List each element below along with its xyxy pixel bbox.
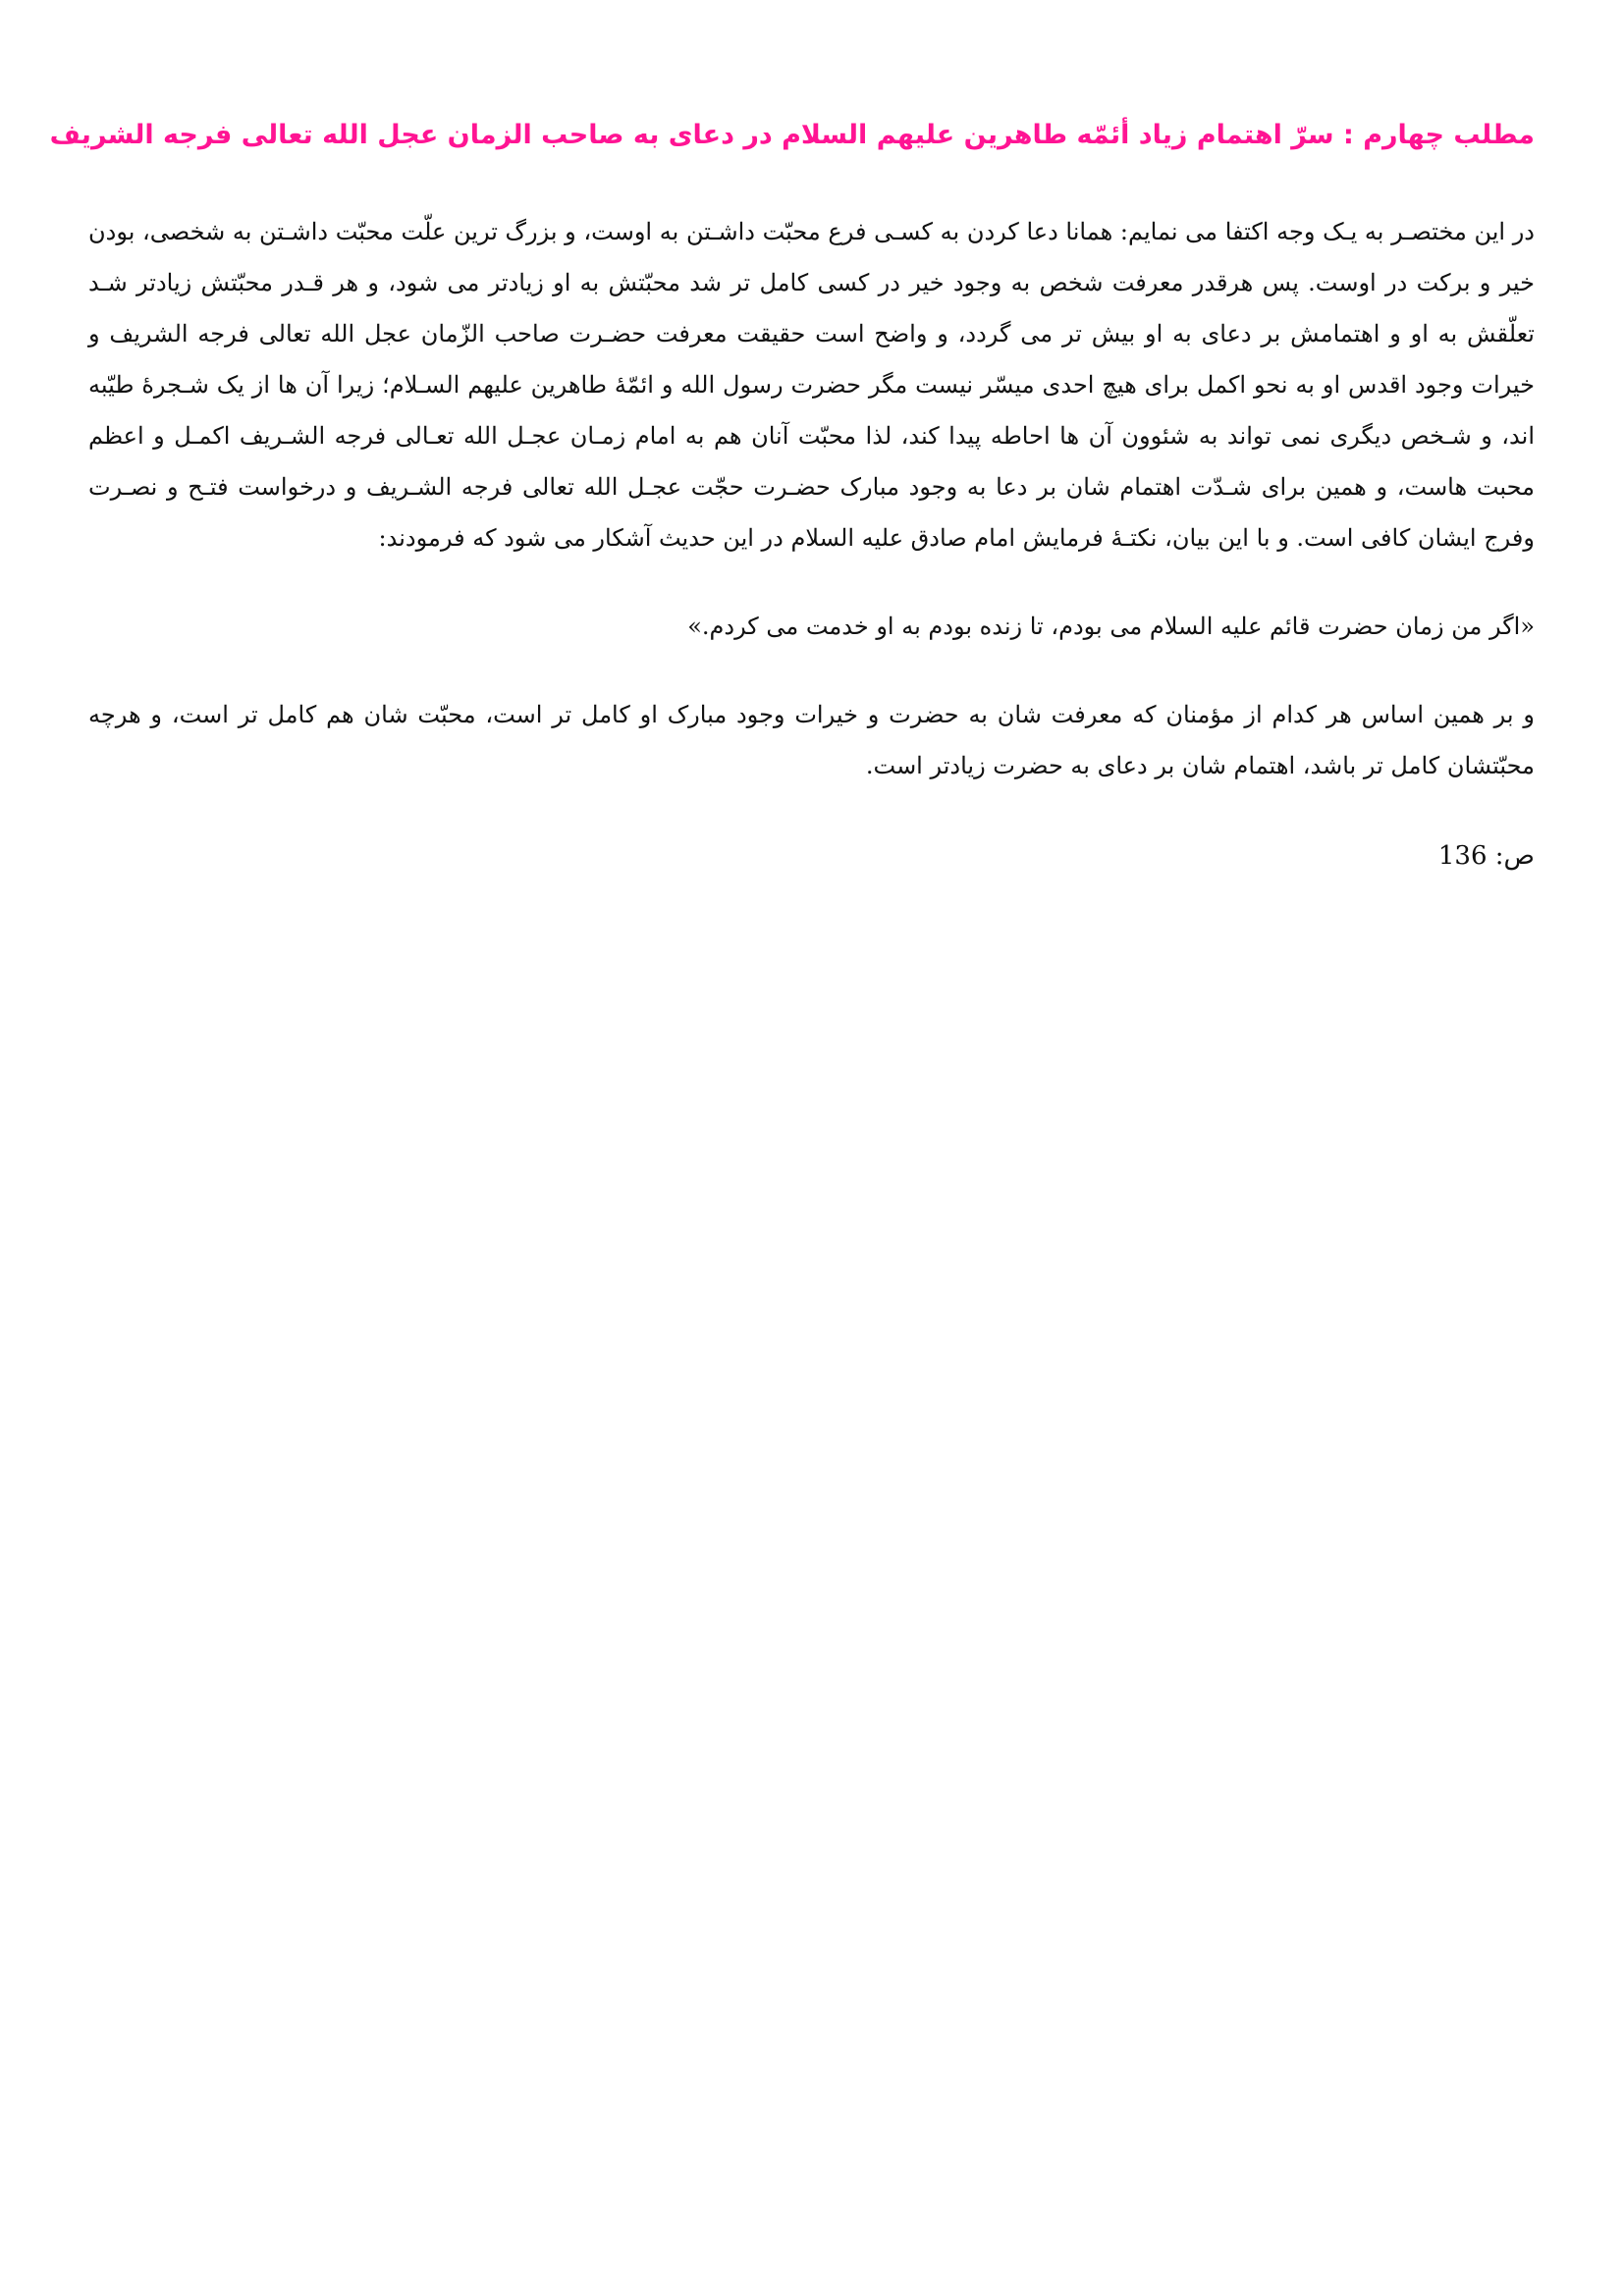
body-paragraph-2: و بر همین اساس هر کدام از مؤمنان که معرفت شان به حضرت و خیرات وجود مبارک او کامل تر است، محبّت شان هم کامل تر است، و هرچه محبّتشان کامل تر باشد، اهتمام شان بر دعای به حضرت زیادتر است.	[88, 701, 1535, 779]
hadith-quote: «اگر من زمان حضرت قائم علیه السلام می بودم، تا زنده بودم به او خدمت می کردم.»	[687, 613, 1535, 640]
page-number: ص: 136	[1437, 841, 1535, 871]
body-paragraph-1: در این مختصـر به یـک وجه اکتفا می نمایم: همانا دعا کردن به کسـی فرع محبّت داشـتن به اوست، و بزرگ ترین علّت محبّت داشـتن به شخصی، بودن خیر و برکت در اوست. پس هرقدر معرفت شخص به وجود خیر در کسی کامل تر شد محبّتش به او زیادتر می شود، و هر قـدر محبّتش زیادتر شـد تعلّقش به او و اهتمامش بر دعای به او بیش تر می گردد، و واضح است حقیقت معرفت حضـرت صاحب الزّمان عجل الله تعالی فرجه الشریف و خیرات وجود اقدس او به نحو اکمل برای هیچ احدی میسّر نیست مگر حضرت رسول الله و ائمّهٔ طاهرین علیهم السـلام؛ زیرا آن ها از یک شـجرهٔ طیّبه اند، و شـخص دیگری نمی تواند به شئوون آن ها احاطه پیدا کند، لذا محبّت آنان هم به امام زمـان عجـل الله تعـالی فرجه الشـریف اکمـل و اعظم محبت هاست، و همین برای شـدّت اهتمام شان بر دعا به وجود مبارک حضـرت حجّت عجـل الله تعالی فرجه الشـریف و درخواست فتـح و نصـرت وفرج ایشان کافی است. و با این بیان، نکتـهٔ فرمایش امام صادق علیه السلام در این حدیث آشکار می شود که فرمودند:	[88, 218, 1535, 552]
section-heading: مطلب چهارم : سرّ اهتمام زیاد أئمّه طاهرین علیهم السلام در دعای به صاحب الزمان عجل الله تعالی فرجه الشریف	[49, 120, 1535, 150]
